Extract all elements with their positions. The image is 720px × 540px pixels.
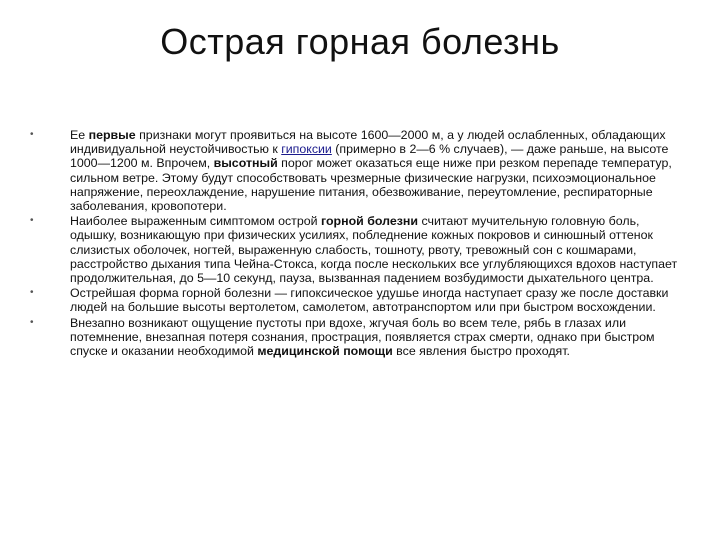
bold-term: медицинской помощи bbox=[257, 344, 393, 359]
bold-term: первые bbox=[88, 128, 136, 142]
bullet-list bbox=[30, 128, 686, 358]
bold-term: горной болезни bbox=[320, 214, 419, 229]
bullet-text: Острейшая форма горной болезни — гипоксическое удушье иногда наступает сразу же после доставки людей на большие высоты вертолетом, самолетом, автотранспортом или при быстром восхождении. bbox=[70, 286, 669, 315]
slide-title: Острая горная болезнь bbox=[160, 21, 560, 62]
bullet-item-2 bbox=[30, 214, 686, 285]
bullet-icon: • bbox=[30, 316, 34, 328]
bullet-item-3 bbox=[30, 286, 686, 314]
bullet-item-1 bbox=[30, 128, 686, 213]
hypoxia-link[interactable]: гипоксии bbox=[281, 142, 332, 157]
bullet-text: Внезапно возникают ощущение пустоты при вдохе, жгучая боль во всем теле, рябь в глазах или потемнение, внезапная потеря сознания, прострация, появляется страх смерти, однако при быстром спуске и оказании необходимой медицинской помощи все явления быстро проходят. bbox=[70, 315, 655, 359]
bullet-icon: • bbox=[30, 129, 34, 140]
bold-term: высотный bbox=[213, 156, 278, 171]
bullet-item-4 bbox=[30, 316, 686, 359]
bullet-icon: • bbox=[30, 215, 34, 227]
bullet-text: Ее первые признаки могут проявиться на высоте 1600—2000 м, а у людей ослабленных, обладающих индивидуальной неустойчивостью к гипоксии (примерно в 2—6 % случаев), — даже раньше, на высоте 1000—1200 м. Впрочем, высотный порог может оказаться еще ниже при резком перепаде температур, сильном ветре. Этому будут способствовать чрезмерные физические нагрузки, психоэмоциональное напряжение, переохлаждение, нарушение питания, обезвоживание, переутомление, респираторные заболевания, кровопотери. bbox=[70, 128, 672, 214]
bullet-icon: • bbox=[30, 287, 34, 299]
bullet-text: Наиболее выраженным симптомом острой горной болезни считают мучительную головную боль, одышку, возникающую при физических усилиях, побледнение кожных покровов и синюшный оттенок слизистых оболочек, ногтей, выраженную слабость, тошноту, рвоту, тревожный сон с кошмарами, расстройство дыхания типа Чейна-Стокса, когда после нескольких все углубляющихся вдохов наступает продолжительная, до 5—10 секунд, пауза, вызванная падением возбудимости дыхательного центра. bbox=[70, 214, 678, 286]
